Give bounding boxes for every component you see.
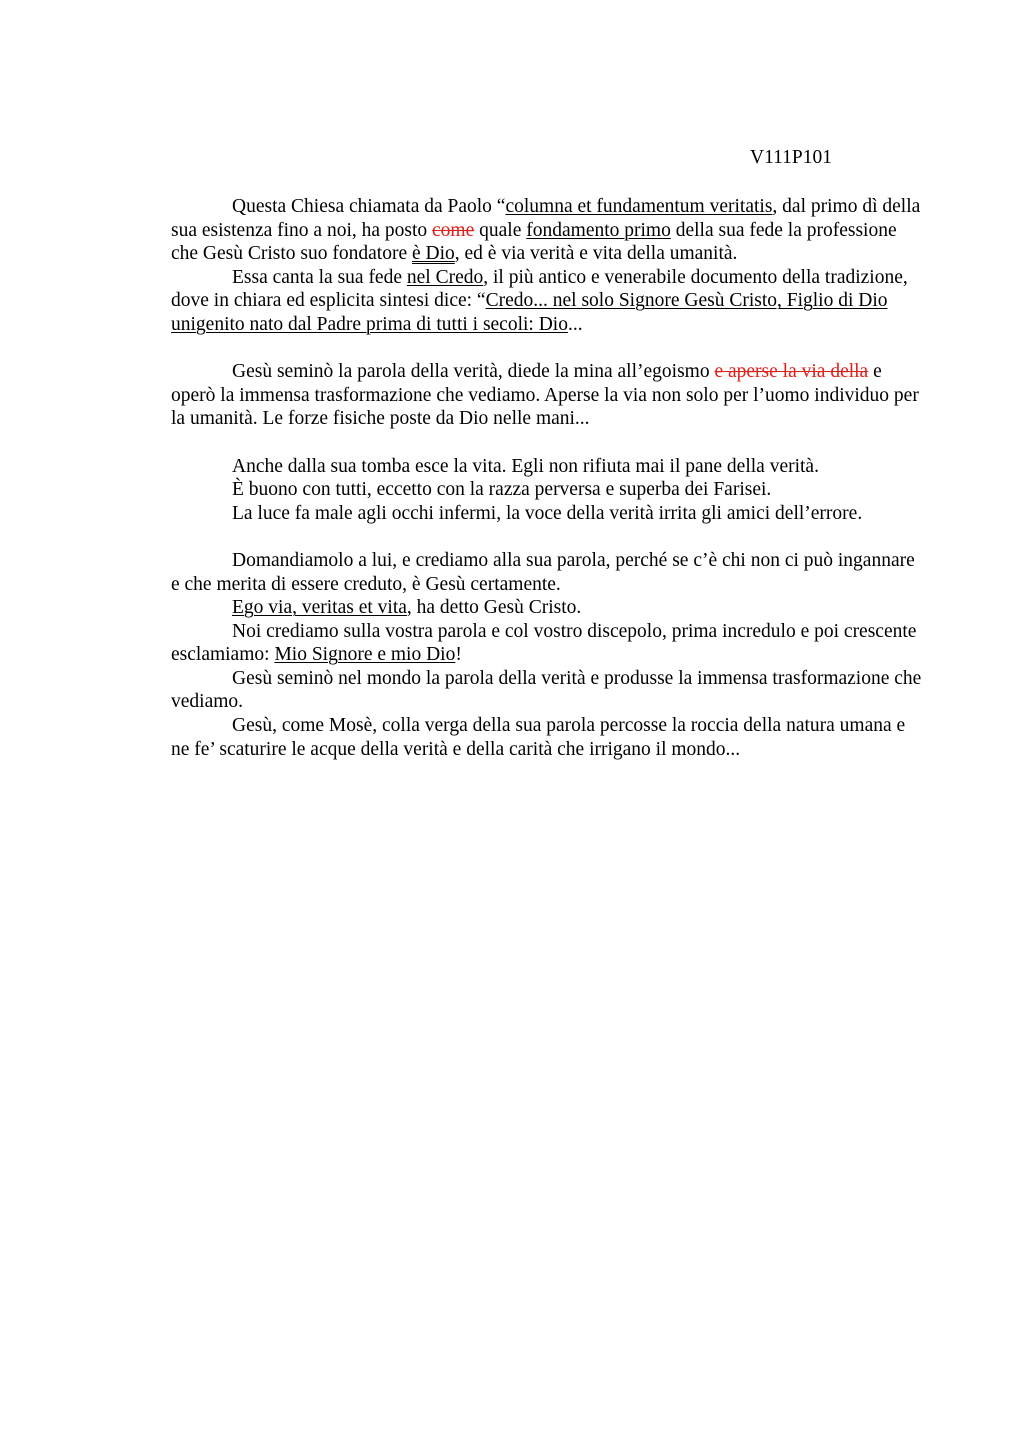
text-run: ... (567, 313, 583, 335)
deleted-word: come (432, 219, 475, 241)
text-run: ! (455, 644, 462, 666)
text-run: e operò la immensa trasformazione che vediamo. Aperse la via non solo per l’uomo individuo per la umanità. Le forze fisiche poste da Dio nelle mani... (171, 361, 919, 430)
paragraph-8 (171, 596, 923, 620)
text-run: , ha detto Gesù Cristo. (406, 597, 582, 619)
paragraph-1 (171, 195, 923, 266)
paragraph-3 (171, 360, 923, 431)
text-run: , il più antico e venerabile documento della tradizione, dove in chiara ed esplicita sintesi dice: “ (171, 266, 908, 312)
text-run: Essa canta la sua fede (232, 266, 407, 288)
paragraph-9 (171, 620, 923, 667)
paragraph-gap (171, 431, 923, 455)
paragraph-5: È buono con tutti, eccetto con la razza perversa e superba dei Farisei. (232, 479, 772, 501)
text-run: Gesù seminò la parola della verità, diede la mina all’egoismo (232, 361, 715, 383)
paragraph-6: La luce fa male agli occhi infermi, la voce della verità irrita gli amici dell’errore. (232, 502, 863, 524)
text-run: Noi crediamo sulla vostra parola e col vostro discepolo, prima incredulo e poi crescente esclamiamo: (171, 620, 917, 666)
underlined-quote: Credo... nel solo Signore Gesù Cristo, Figlio di Dio unigenito nato dal Padre prima di tutti i secoli: Dio (171, 290, 888, 335)
underlined-quote: Mio Signore e mio Dio (274, 644, 456, 666)
paragraph-2 (171, 266, 923, 337)
paragraph-11: Gesù, come Mosè, colla verga della sua parola percosse la roccia della natura umana e ne fe’ scaturire le acque della verità e della carità che irrigano il mondo... (171, 715, 906, 760)
underlined-phrase: columna et fundamentum veritatis (505, 196, 773, 217)
text-run: , ed è via verità e vita della umanità. (454, 243, 738, 265)
underlined-phrase: nel Credo (406, 266, 484, 288)
underlined-quote: Ego via, veritas et vita (232, 597, 407, 619)
text-run: , dal primo dì della sua esistenza fino a noi, ha posto (171, 196, 921, 241)
text-run: della sua fede la professione che Gesù Cristo suo fondatore (171, 219, 897, 265)
text-run: quale (474, 219, 527, 241)
paragraph-gap (171, 525, 923, 549)
text-run: Questa Chiesa chiamata da Paolo “ (232, 196, 506, 217)
underlined-phrase: fondamento primo (526, 219, 671, 241)
double-underlined-phrase: è Dio (412, 243, 455, 265)
deleted-phrase: e aperse la via della (714, 361, 869, 383)
paragraph-7: Domandiamolo a lui, e crediamo alla sua parola, perché se c’è chi non ci può ingannare e che merita di essere creduto, è Gesù certamente. (171, 549, 915, 595)
paragraph-gap (171, 337, 923, 361)
document-body (171, 195, 923, 761)
paragraph-10: Gesù seminò nel mondo la parola della verità e produsse la immensa trasformazione che vediamo. (171, 667, 922, 713)
paragraph-4: Anche dalla sua tomba esce la vita. Egli non rifiuta mai il pane della verità. (232, 455, 819, 477)
document-reference-code: V111P101 (750, 147, 832, 168)
